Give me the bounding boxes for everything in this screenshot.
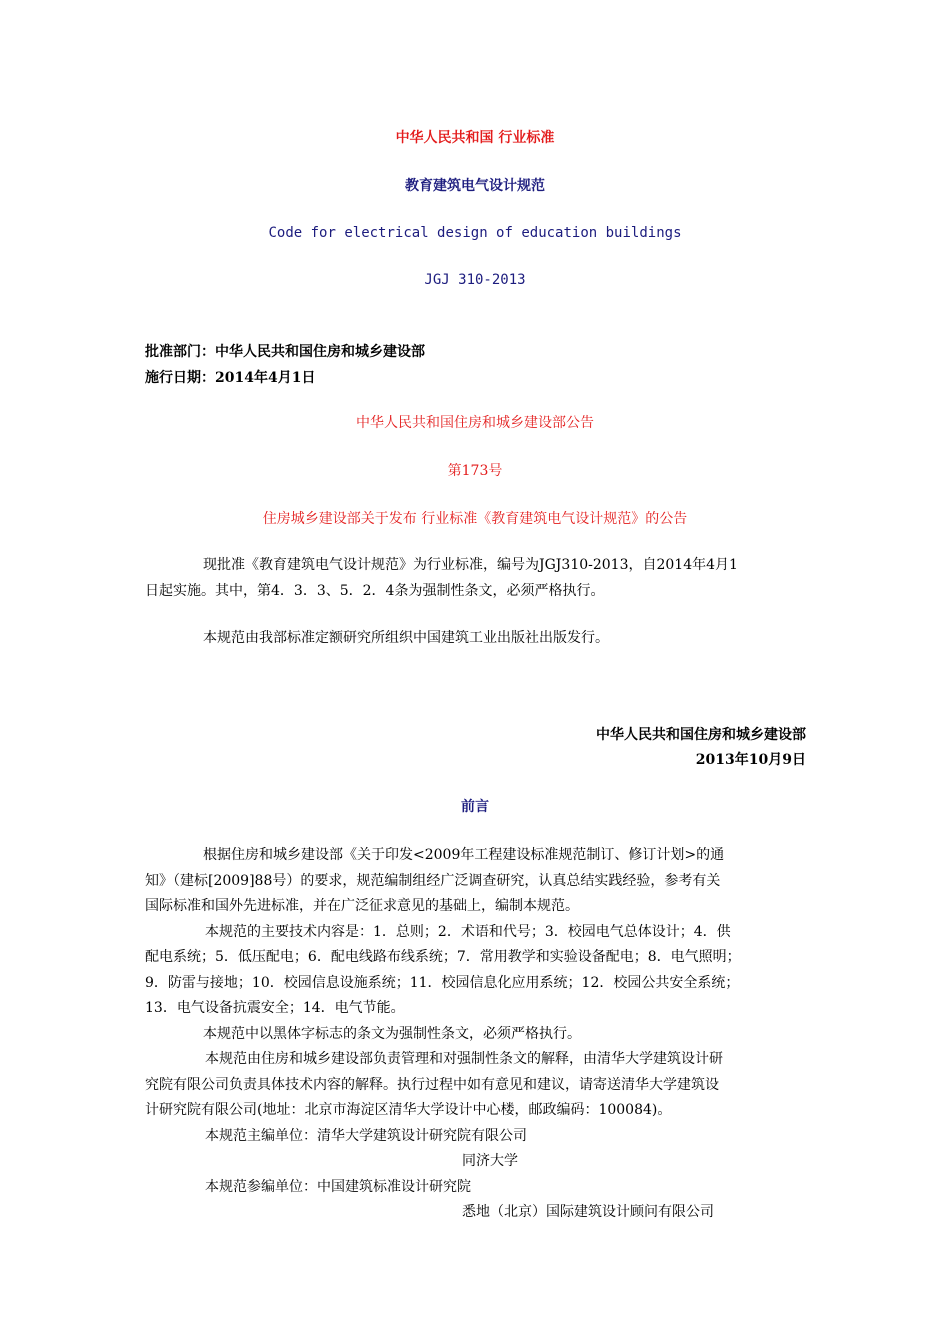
announcement-subject: 住房城乡建设部关于发布 行业标准《教育建筑电气设计规范》的公告 — [262, 511, 688, 527]
effective-date: 施行日期：2014年4月1日 — [145, 370, 316, 386]
foreword-line: 本规范的主要技术内容是：1．总则；2．术语和代号；3．校园电气总体设计；4．供 — [205, 923, 731, 940]
foreword-line: 国际标准和国外先进标准，并在广泛征求意见的基础上，编制本规范。 — [145, 898, 579, 914]
foreword-line: 究院有限公司负责具体技术内容的解释。执行过程中如有意见和建议，请寄送清华大学建筑设 — [145, 1076, 719, 1093]
announcement-paragraph-2: 本规范由我部标准定额研究所组织中国建筑工业出版社出版发行。 — [203, 630, 609, 646]
foreword-line: 计研究院有限公司(地址：北京市海淀区清华大学设计中心楼，邮政编码：100084)。 — [145, 1102, 672, 1118]
foreword-heading: 前言 — [461, 799, 489, 815]
foreword-line: 悉地（北京）国际建筑设计顾问有限公司 — [462, 1204, 714, 1220]
foreword-line: 本规范参编单位：中国建筑标准设计研究院 — [205, 1178, 471, 1195]
foreword-line: 本规范由住房和城乡建设部负责管理和对强制性条文的解释，由清华大学建筑设计研 — [205, 1051, 723, 1067]
foreword-line: 同济大学 — [462, 1153, 518, 1169]
announcement-p1-line2: 日起实施。其中，第4．3．3、5．2．4条为强制性条文，必须严格执行。 — [145, 582, 605, 599]
industry-standard-heading: 中华人民共和国 行业标准 — [395, 130, 555, 146]
announcement-signer: 中华人民共和国住房和城乡建设部 — [596, 727, 806, 743]
foreword-line: 本规范主编单位：清华大学建筑设计研究院有限公司 — [205, 1127, 527, 1144]
announcement-date: 2013年10月9日 — [695, 752, 806, 768]
foreword-line: 13．电气设备抗震安全；14．电气节能。 — [145, 1000, 405, 1016]
foreword-line: 配电系统；5．低压配电；6．配电线路布线系统；7．常用教学和实验设备配电；8．电气照明； — [145, 949, 741, 965]
approval-department: 批准部门：中华人民共和国住房和城乡建设部 — [145, 344, 425, 360]
document-title-en: Code for electrical design of education buildings — [268, 225, 682, 241]
foreword-line: 9．防雷与接地；10．校园信息设施系统；11．校园信息化应用系统；12．校园公共安全系统； — [145, 974, 740, 991]
foreword-body — [145, 843, 805, 1226]
foreword-line: 本规范中以黑体字标志的条文为强制性条文，必须严格执行。 — [203, 1025, 581, 1042]
standard-code: JGJ 310-2013 — [424, 272, 526, 288]
announcement-p1-line1: 现批准《教育建筑电气设计规范》为行业标准，编号为JGJ310-2013，自2014年4月1 — [203, 557, 738, 573]
announcement-heading: 中华人民共和国住房和城乡建设部公告 — [356, 415, 594, 431]
announcement-paragraph-1 — [145, 553, 805, 604]
announcement-number: 第173号 — [447, 463, 503, 479]
document-title-cn: 教育建筑电气设计规范 — [405, 178, 545, 194]
foreword-line: 知》（建标[2009]88号）的要求，规范编制组经广泛调查研究，认真总结实践经验，参考有关 — [145, 872, 721, 889]
foreword-line: 根据住房和城乡建设部《关于印发<2009年工程建设标准规范制订、修订计划>的通 — [203, 847, 725, 863]
